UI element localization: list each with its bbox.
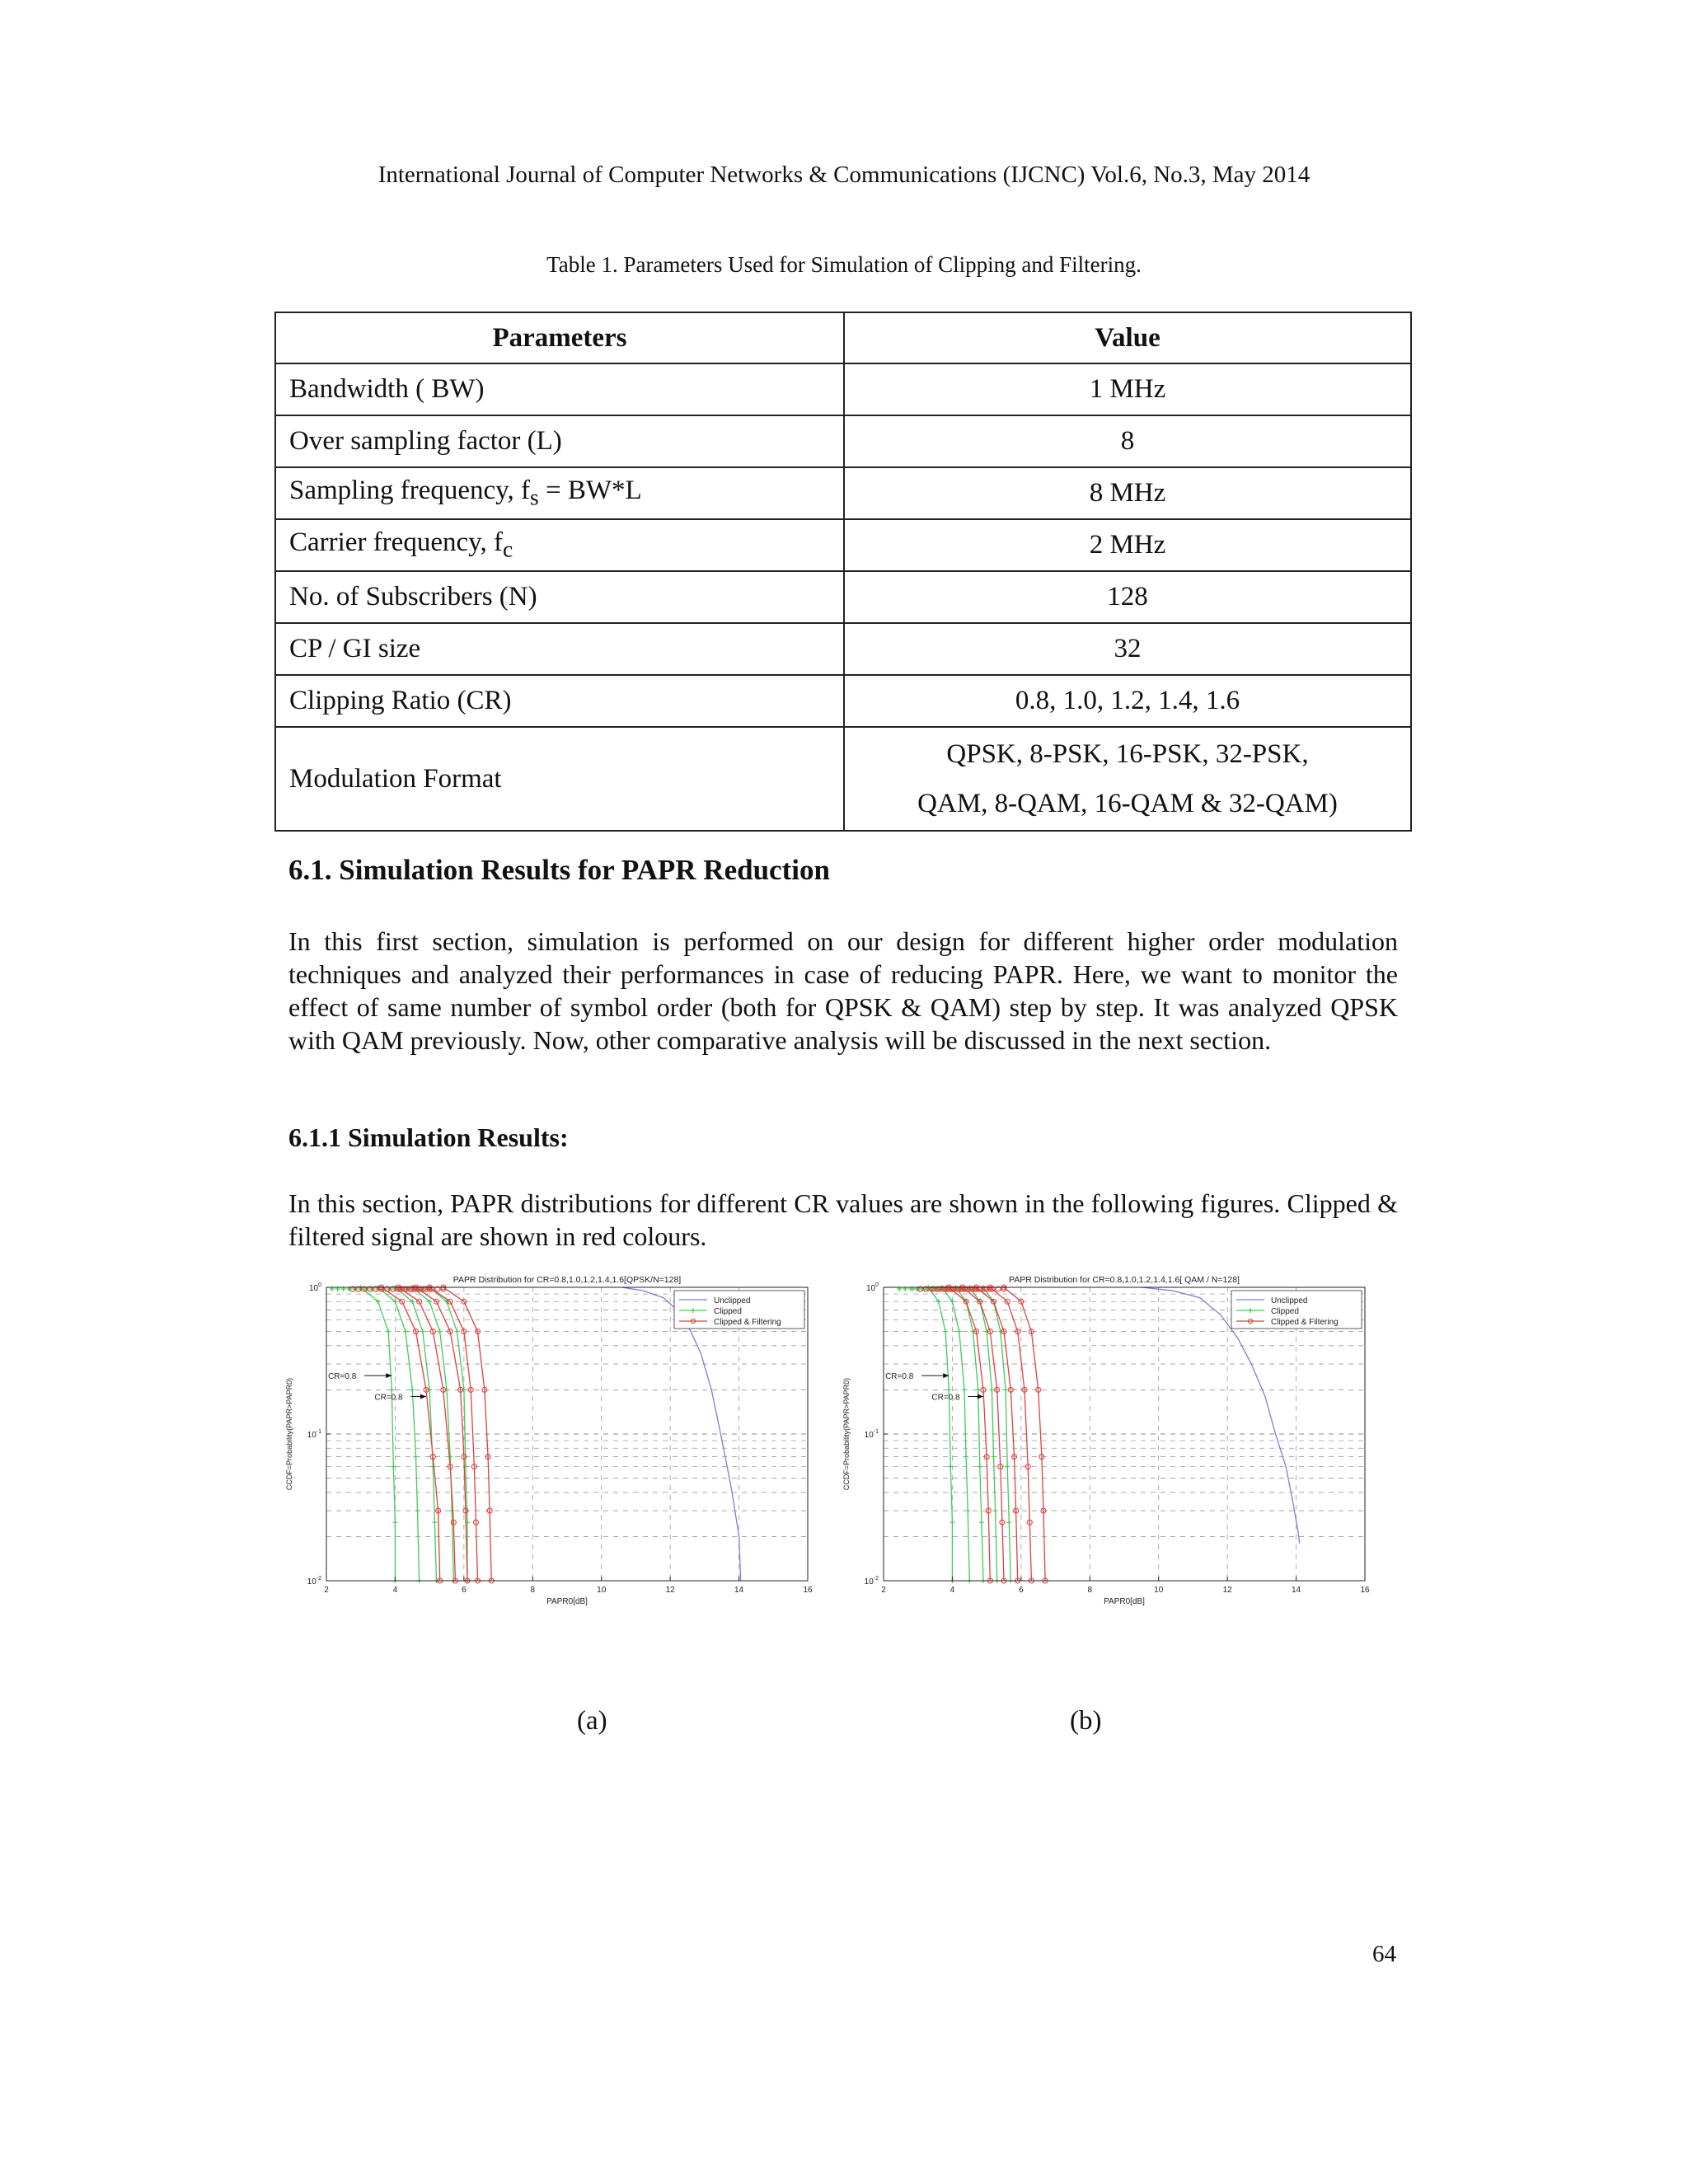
x-tick-label: 12 [1222,1586,1232,1595]
subsection-paragraph: In this section, PAPR distributions for different CR values are shown in the following figures. Clipped & filtered signal are shown in red colours. [288,1188,1398,1251]
value-cell: 128 [844,571,1411,623]
papr-chart-qam [837,1269,1381,1632]
y-axis-label: CCDF=Probability(PAPR>PAPR0) [285,1377,293,1491]
table-row [275,519,1411,571]
x-tick-label: 10 [597,1586,607,1595]
x-tick-label: 16 [803,1586,813,1595]
param-text: Carrier frequency, f [289,527,503,558]
table-row [275,571,1411,623]
column-header-value: Value [844,312,1411,363]
section-paragraph: In this first section, simulation is performed on our design for different higher order modulation techniques and analyzed their performances in case of reducing PAPR. Here, we want to monitor the effect of same number of symbol order (both for QPSK & QAM) step by step. It was analyzed QPSK with QAM previously. Now, other comparative analysis will be discussed in the next section. [288,926,1398,1055]
legend-label: Clipped & Filtering [714,1318,781,1327]
cr-annotation-label: CR=0.8 [328,1372,357,1382]
param-cell: Bandwidth ( BW) [275,363,844,415]
param-text: Sampling frequency, f [289,476,531,506]
cr-annotation-label: CR=0.8 [931,1393,960,1403]
table-row [275,675,1411,727]
x-tick-label: 4 [950,1586,955,1595]
table-header-row [275,312,1411,363]
table-row [275,363,1411,415]
param-cell [275,519,844,571]
parameters-table [274,312,1412,832]
x-tick-label: 10 [1154,1586,1164,1595]
column-header-parameters: Parameters [275,312,844,363]
papr-chart-qpsk [280,1269,824,1632]
param-subscript: s [530,484,539,510]
table-row [275,623,1411,675]
legend-label: Clipped [714,1307,742,1316]
legend-label: Unclipped [714,1296,751,1305]
value-cell: 32 [844,623,1411,675]
x-tick-label: 8 [1087,1586,1093,1595]
x-tick-label: 4 [392,1586,398,1595]
value-cell: 8 MHz [844,467,1411,519]
y-tick-label: $10^0$ [308,1282,321,1293]
y-tick-label: $10^{-1}$ [307,1429,321,1440]
x-tick-label: 12 [665,1586,675,1595]
section-title: 6.1. Simulation Results for PAPR Reduction [288,854,830,886]
x-tick-label: 2 [324,1586,329,1595]
param-cell [275,467,844,519]
value-cell: 8 [844,415,1411,467]
cr-annotation-label: CR=0.8 [885,1372,914,1382]
chart-title: PAPR Distribution for CR=0.8,1.0,1.2,1.4,1.6[QPSK/N=128] [452,1275,682,1285]
chart-title: PAPR Distribution for CR=0.8,1.0,1.2,1.4,1.6[ QAM / N=128] [1009,1275,1240,1285]
x-tick-label: 8 [530,1586,536,1595]
y-tick-label: $10^{-2}$ [307,1576,321,1586]
param-cell: No. of Subscribers (N) [275,571,844,623]
value-line: QAM, 8-QAM, 16-QAM & 32-QAM) [917,789,1338,818]
journal-header: International Journal of Computer Networks & Communications (IJCNC) Vol.6, No.3, May 2014 [377,162,1311,188]
x-tick-label: 6 [1019,1586,1024,1595]
cr-annotation-label: CR=0.8 [374,1393,403,1403]
value-cell: 2 MHz [844,519,1411,571]
param-cell: Modulation Format [275,727,844,831]
table-row [275,727,1411,831]
y-tick-label: $10^0$ [865,1282,879,1293]
param-subscript: c [502,536,513,562]
y-tick-label: $10^{-1}$ [864,1429,879,1440]
table-row [275,415,1411,467]
legend-label: Unclipped [1271,1296,1308,1305]
x-tick-label: 14 [1292,1586,1301,1595]
page-number: 64 [1372,1941,1396,1967]
value-cell: 0.8, 1.0, 1.2, 1.4, 1.6 [844,675,1411,727]
y-axis-label: CCDF=Probability(PAPR>PAPR0) [842,1377,851,1491]
figure-caption-a: (a) [577,1706,607,1736]
table-row [275,467,1411,519]
param-cell: Over sampling factor (L) [275,415,844,467]
x-axis-label: PAPR0[dB] [546,1597,588,1606]
value-cell [844,727,1411,831]
subsection-title: 6.1.1 Simulation Results: [288,1122,569,1152]
legend-label: Clipped [1271,1307,1299,1316]
y-tick-label: $10^{-2}$ [864,1576,879,1586]
x-tick-label: 16 [1360,1586,1370,1595]
x-tick-label: 6 [462,1586,467,1595]
param-cell: Clipping Ratio (CR) [275,675,844,727]
x-axis-label: PAPR0[dB] [1104,1597,1145,1606]
param-cell: CP / GI size [275,623,844,675]
x-tick-label: 14 [734,1586,744,1595]
figure-caption-b: (b) [1070,1706,1102,1736]
value-cell: 1 MHz [844,363,1411,415]
value-line: QPSK, 8-PSK, 16-PSK, 32-PSK, [946,739,1309,769]
param-text-tail: = BW*L [538,476,642,506]
x-tick-label: 2 [881,1586,886,1595]
table-caption: Table 1. Parameters Used for Simulation of Clipping and Filtering. [546,252,1142,277]
legend-label: Clipped & Filtering [1271,1318,1339,1327]
